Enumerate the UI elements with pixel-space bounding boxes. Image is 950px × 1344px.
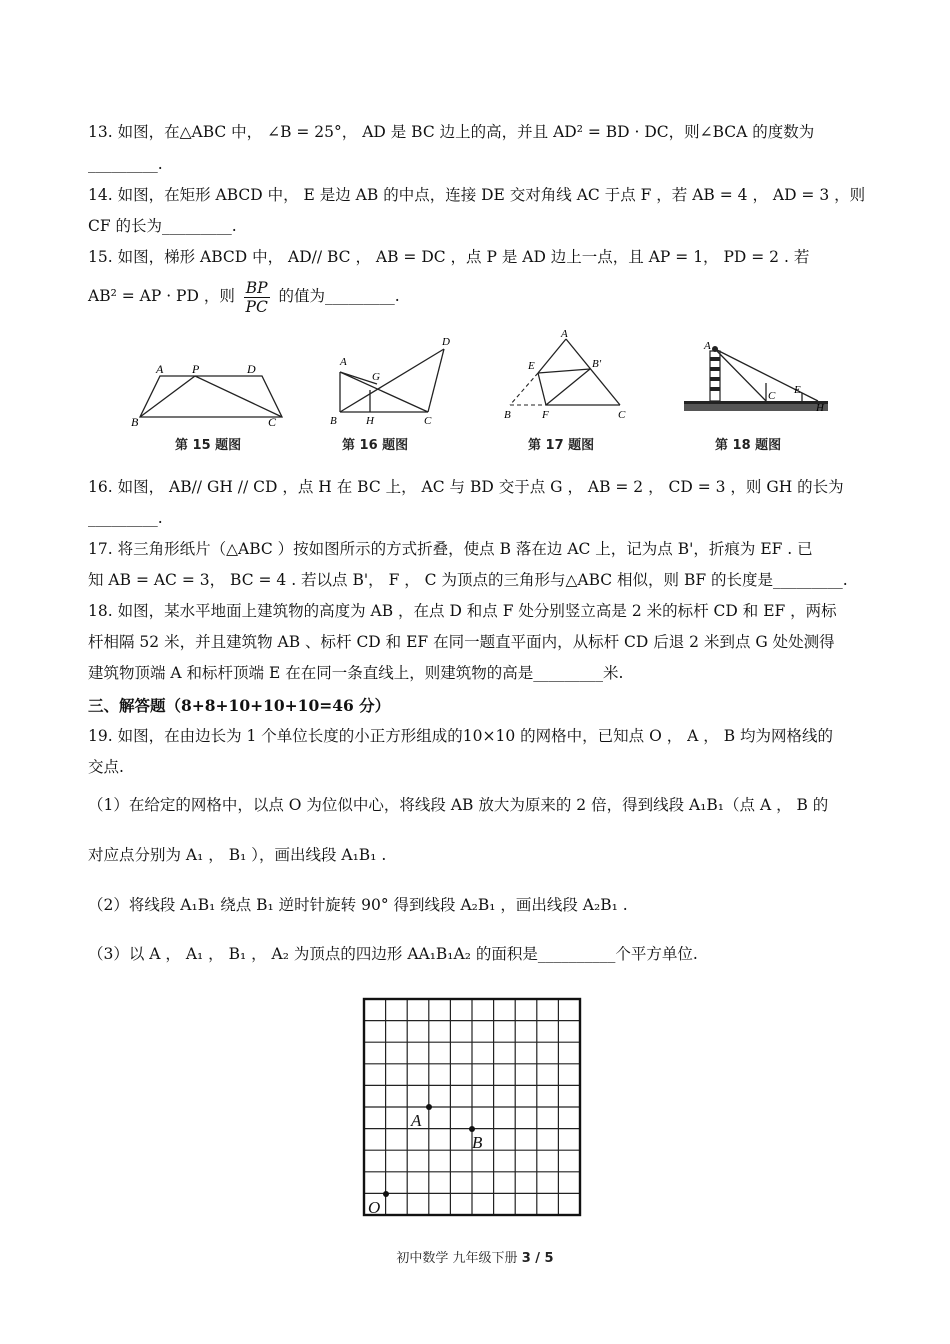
q19-part1-b: 对应点分别为 A₁ ， B₁ ），画出线段 A₁B₁ . [88,846,387,864]
figures-row [120,327,832,462]
q19-line1: 19. 如图，在由边长为 1 个单位长度的小正方形组成的10×10 的网格中，已知点 O ， A ， B 均为网格线的 [88,727,834,745]
q19-line2: 交点. [88,758,124,776]
grid-label-b: B [472,1133,483,1152]
fig18-label-h: H [816,402,824,414]
grid-point-a [426,1104,432,1110]
q14-line1: 14. 如图，在矩形 ABCD 中， E 是边 AB 的中点，连接 DE 交对角线 AC 于点 F ，若 AB = 4 ， AD = 3 ，则 [88,186,866,204]
q15-fraction-num: BP [245,278,268,297]
figure-18-diagram [680,327,832,432]
section-3-heading: 三、解答题（8+8+10+10+10=46 分） [88,696,391,715]
fig18-label-e: E [794,384,801,396]
grid-svg [362,997,584,1219]
q15-line2 [88,276,868,316]
q15-line2-post: 的值为_________. [278,287,400,305]
figure-17-diagram [498,327,638,432]
figure-15-diagram [120,327,290,432]
q19-part1-a: （1）在给定的网格中，以点 O 为位似中心，将线段 AB 放大为原来的 2 倍，得到线段 A₁B₁（点 A ， B 的 [88,796,829,814]
fig17-label-b-prime: B' [592,358,602,370]
fig16-label-d: D [442,336,450,348]
fig17-label-e: E [528,360,535,372]
q18-line2: 杆相隔 52 米，并且建筑物 AB 、标杆 CD 和 EF 在同一题直平面内，从标杆 CD 后退 2 米到点 G 处处测得 [88,633,835,651]
q15-fraction-den: PC [245,297,268,316]
figure-16-diagram [320,327,470,432]
figure-17-caption: 第 17 题图 [528,438,595,453]
q16-line1: 16. 如图， AB// GH // CD ，点 H 在 BC 上， AC 与 BD 交于点 G ， AB = 2 ， CD = 3 ，则 GH 的长为 [88,478,844,496]
fig16-label-b: B [330,415,337,427]
fig17-label-b: B [504,409,511,421]
figure-16-caption: 第 16 题图 [342,438,409,453]
footer-page-number: 3 / 5 [521,1251,554,1266]
q17-line2: 知 AB = AC = 3， BC = 4 . 若以点 B'， F ， C 为顶点的三角形与△ABC 相似，则 BF 的长度是_________. [88,571,848,589]
grid-point-b [469,1126,475,1132]
fig15-label-b: B [131,415,139,429]
q13-line2: _________. [88,155,163,173]
fig16-label-a: A [340,356,347,368]
fig15-label-p: P [192,362,200,376]
q16-line2: _________. [88,509,163,527]
fig18-label-a: A [704,340,711,352]
q19-part3: （3）以 A ， A₁ ， B₁ ， A₂ 为顶点的四边形 AA₁B₁A₂ 的面积是__________个平方单位. [88,945,698,963]
page-footer [0,1247,950,1266]
fig18-label-c: C [768,390,776,402]
fig16-label-h: H [366,415,374,427]
fig17-label-a: A [561,328,568,340]
fig17-label-f: F [542,409,549,421]
q15-line1: 15. 如图，梯形 ABCD 中， AD// BC ， AB = DC ，点 P 是 AD 边上一点，且 AP = 1， PD = 2 . 若 [88,248,810,266]
fig16-label-g: G [372,371,380,383]
q14-line2: CF 的长为_________. [88,217,237,235]
figure-17 [498,327,638,462]
q13-line1: 13. 如图，在△ABC 中， ∠B = 25°， AD 是 BC 边上的高，并且 AD² = BD · DC，则∠BCA 的度数为 [88,123,815,141]
fig15-label-a: A [156,362,164,376]
grid-label-o: O [368,1198,381,1217]
fig17-label-c: C [618,409,626,421]
q17-line1: 17. 将三角形纸片（△ABC ）按如图所示的方式折叠，使点 B 落在边 AC 上，记为点 B'，折痕为 EF . 已 [88,540,813,558]
figure-18-caption: 第 18 题图 [715,438,782,453]
q18-line3: 建筑物顶端 A 和标杆顶端 E 在在同一条直线上，则建筑物的高是_________米. [88,664,624,682]
q18-line1: 18. 如图，某水平地面上建筑物的高度为 AB ，在点 D 和点 F 处分别竖立高是 2 米的标杆 CD 和 EF ，两标 [88,602,837,620]
fig16-label-c: C [424,415,432,427]
q15-fraction [244,279,270,316]
grid-label-a: A [411,1111,422,1130]
figure-15 [120,327,290,462]
fig15-label-c: C [268,415,277,429]
q15-line2-pre: AB² = AP · PD ，则 [88,287,235,305]
figure-15-caption: 第 15 题图 [175,438,242,453]
grid-point-o [383,1191,389,1197]
footer-course: 初中数学 九年级下册 [396,1251,518,1266]
figure-18 [680,327,832,462]
q19-part2: （2）将线段 A₁B₁ 绕点 B₁ 逆时针旋转 90° 得到线段 A₂B₁ ，画出线段 A₂B₁ . [88,896,628,914]
grid-10x10 [362,997,584,1223]
figure-16 [320,327,470,462]
fig15-label-d: D [247,362,256,376]
